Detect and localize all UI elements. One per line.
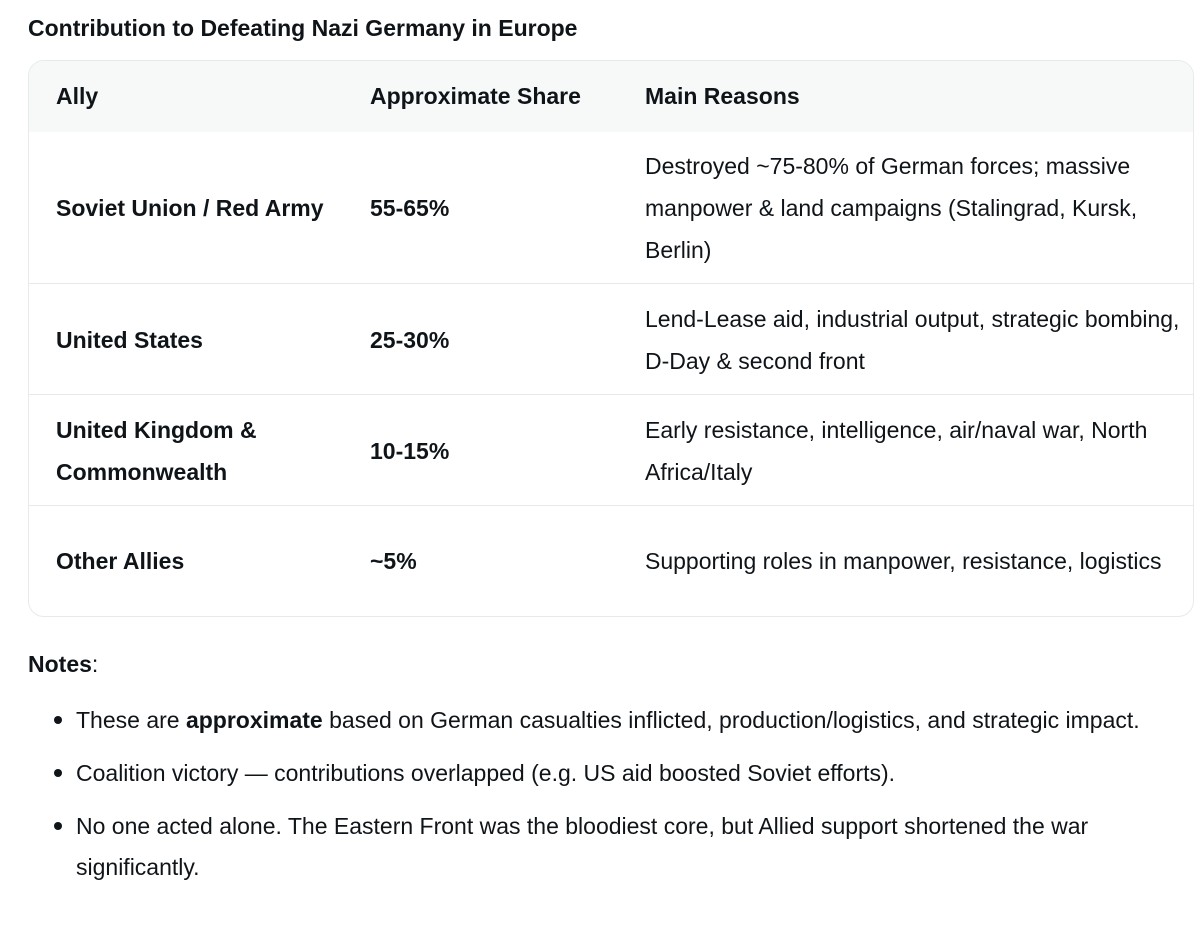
list-item — [50, 700, 1180, 741]
ally-cell: Soviet Union / Red Army — [56, 195, 324, 221]
header-approximate-share: Approximate Share — [370, 83, 581, 109]
share-cell: 25-30% — [370, 326, 450, 353]
table-row — [29, 132, 1193, 284]
table-row — [29, 284, 1193, 395]
share-cell: ~5% — [370, 548, 417, 574]
page-title: Contribution to Defeating Nazi Germany in Europe — [28, 15, 578, 41]
reasons-cell: Early resistance, intelligence, air/naval war, North Africa/Italy — [645, 416, 1148, 485]
note-text: These are — [76, 707, 186, 733]
share-cell: 55-65% — [370, 195, 450, 221]
contribution-table — [28, 60, 1194, 617]
notes-heading — [28, 646, 98, 682]
bullet-icon — [54, 716, 62, 724]
notes-list — [50, 700, 1180, 900]
table-row — [29, 395, 1193, 506]
bullet-icon — [54, 769, 62, 777]
ally-cell: United Kingdom & Commonwealth — [56, 416, 257, 485]
notes-colon: : — [91, 651, 99, 677]
reasons-cell: Destroyed ~75-80% of German forces; massive manpower & land campaigns (Stalingrad, Kursk, Berlin) — [645, 153, 1138, 263]
list-item — [50, 753, 1180, 794]
bullet-icon — [54, 822, 62, 830]
table-header-row — [29, 61, 1193, 132]
share-cell: 10-15% — [370, 437, 450, 464]
note-text: Coalition victory — contributions overlapped (e.g. US aid boosted Soviet efforts). — [76, 760, 896, 786]
notes-label: Notes — [28, 651, 92, 677]
reasons-cell: Supporting roles in manpower, resistance, logistics — [645, 548, 1162, 574]
ally-cell: Other Allies — [56, 548, 185, 574]
header-ally: Ally — [56, 83, 99, 109]
header-main-reasons: Main Reasons — [645, 83, 800, 109]
note-text-continued: based on German casualties inflicted, production/logistics, and strategic impact. — [322, 707, 1140, 733]
table-row — [29, 506, 1193, 616]
note-emphasis: approximate — [185, 707, 323, 733]
reasons-cell: Lend-Lease aid, industrial output, strategic bombing, D-Day & second front — [645, 305, 1180, 374]
note-text: No one acted alone. The Eastern Front was the bloodiest core, but Allied support shortened the war significantly. — [76, 813, 1089, 880]
ally-cell: United States — [56, 326, 203, 353]
list-item — [50, 806, 1180, 888]
